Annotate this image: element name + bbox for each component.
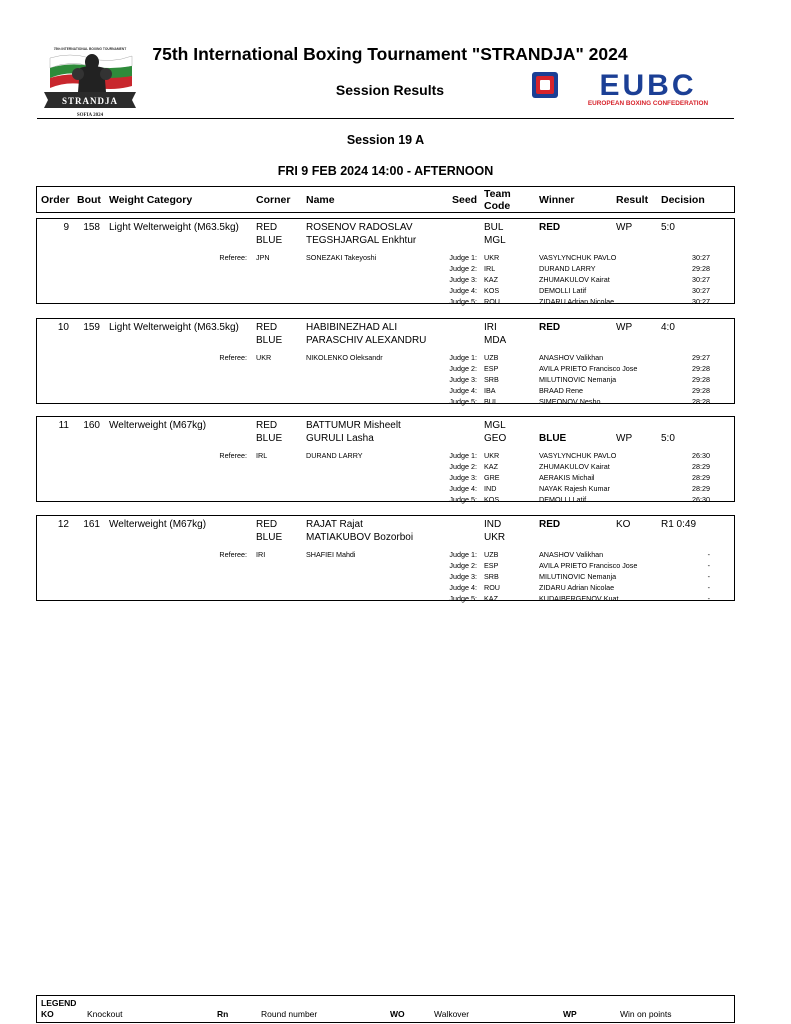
judge-label: Judge 2: [449, 264, 477, 273]
decision-score: 4:0 [661, 322, 675, 333]
judge-country: UZB [484, 353, 499, 362]
judge-name: ZIDARU Adrian Nicolae [539, 297, 615, 306]
judge-name: NAYAK Rajesh Kumar [539, 484, 610, 493]
referee-country: UKR [256, 353, 272, 362]
judge-country: UKR [484, 451, 500, 460]
judge-name: AERAKIS Michail [539, 473, 595, 482]
col-result: Result [616, 194, 649, 206]
judge-label: Judge 3: [449, 375, 477, 384]
judge-name: MILUTINOVIC Nemanja [539, 375, 617, 384]
judge-country: IBA [484, 386, 496, 395]
judge-score: 29:27 [692, 353, 710, 362]
legend-code-rn: Rn [217, 1009, 229, 1019]
bout-number: 160 [83, 420, 100, 431]
referee-country: JPN [256, 253, 270, 262]
judge-label: Judge 3: [449, 275, 477, 284]
col-seed: Seed [452, 194, 478, 206]
judge-name: MILUTINOVIC Nemanja [539, 572, 617, 581]
legend [36, 995, 735, 1023]
blue-boxer-name: GURULI Lasha [306, 433, 374, 444]
judge-name: ZIDARU Adrian Nicolae [539, 583, 615, 592]
judge-country: IND [484, 484, 497, 493]
judge-label: Judge 4: [449, 286, 477, 295]
judge-name: AVILA PRIETO Francisco Jose [539, 364, 638, 373]
weight-category: Light Welterweight (M63.5kg) [109, 222, 239, 233]
bout-row [36, 218, 735, 304]
judge-country: SRB [484, 572, 499, 581]
referee-name: DURAND LARRY [306, 451, 363, 460]
result-code: WP [616, 433, 633, 444]
page-title: 75th International Boxing Tournament "STRANDJA" 2024 [152, 44, 628, 64]
referee-country: IRL [256, 451, 268, 460]
bout-order: 9 [63, 222, 69, 233]
judge-label: Judge 5: [449, 594, 477, 603]
referee-name: NIKOLENKO Oleksandr [306, 353, 383, 362]
column-header [36, 186, 735, 213]
referee-label: Referee: [219, 451, 247, 460]
page-subtitle: Session Results [335, 82, 445, 98]
judge-score: 29:28 [692, 386, 710, 395]
weight-category: Welterweight (M67kg) [109, 519, 207, 530]
judge-label: Judge 3: [449, 473, 477, 482]
judge-score: 30:27 [692, 253, 710, 262]
judge-label: Judge 4: [449, 583, 477, 592]
result-code: WP [616, 222, 633, 233]
weight-category: Light Welterweight (M63.5kg) [109, 322, 239, 333]
judge-country: SRB [484, 375, 499, 384]
red-boxer-name: ROSENOV RADOSLAV [306, 222, 413, 233]
bout-order: 10 [57, 322, 69, 333]
bout-order: 12 [57, 519, 69, 530]
judge-name: ANASHOV Valikhan [539, 550, 604, 559]
judge-country: KAZ [484, 462, 498, 471]
bout-number: 159 [83, 322, 100, 333]
judge-name: BRAAD Rene [539, 386, 583, 395]
winner-corner: RED [539, 322, 561, 333]
judge-label: Judge 1: [449, 451, 477, 460]
judge-score: 30:27 [692, 297, 710, 306]
judge-name: ZHUMAKULOV Kairat [539, 462, 610, 471]
col-name: Name [306, 194, 335, 206]
referee-label: Referee: [219, 550, 247, 559]
legend-meaning-wp: Win on points [620, 1009, 672, 1019]
judge-score: 29:28 [692, 364, 710, 373]
blue-team-code: MDA [484, 335, 507, 346]
result-code: WP [616, 322, 633, 333]
legend-code-ko: KO [41, 1009, 54, 1019]
judge-score: 28:29 [692, 484, 710, 493]
blue-boxer-name: TEGSHJARGAL Enkhtur [306, 235, 417, 246]
legend-code-wp: WP [563, 1009, 577, 1019]
judge-country: GRE [484, 473, 500, 482]
decision-score: 5:0 [661, 222, 675, 233]
referee-name: SHAFIEI Mahdi [306, 550, 356, 559]
judge-country: KOS [484, 286, 500, 295]
judge-label: Judge 4: [449, 484, 477, 493]
winner-corner: BLUE [539, 433, 567, 444]
blue-boxer-name: PARASCHIV ALEXANDRU [306, 335, 427, 346]
judge-score: 29:28 [692, 375, 710, 384]
col-weight-category: Weight Category [109, 194, 193, 206]
judge-country: KAZ [484, 594, 498, 603]
blue-corner-label: BLUE [256, 433, 283, 444]
judge-name: SIMEONOV Nesho [539, 397, 601, 406]
judge-score: 28:28 [692, 397, 710, 406]
judge-name: DEMOLLI Latif [539, 286, 587, 295]
winner-corner: RED [539, 519, 561, 530]
judge-label: Judge 5: [449, 297, 477, 306]
judge-country: UKR [484, 253, 500, 262]
judge-country: ESP [484, 561, 499, 570]
result-code: KO [616, 519, 631, 530]
col-order: Order [41, 194, 70, 206]
red-team-code: IND [484, 519, 502, 530]
blue-corner-label: BLUE [256, 235, 283, 246]
blue-boxer-name: MATIAKUBOV Bozorboi [306, 532, 414, 543]
header-divider [37, 118, 734, 119]
col-corner: Corner [256, 194, 291, 206]
judge-name: AVILA PRIETO Francisco Jose [539, 561, 638, 570]
referee-label: Referee: [219, 253, 247, 262]
eubc-logo-brand: EUBC [599, 69, 697, 102]
judge-name: ZHUMAKULOV Kairat [539, 275, 610, 284]
judge-score: 30:27 [692, 286, 710, 295]
red-team-code: IRI [484, 322, 497, 333]
weight-category: Welterweight (M67kg) [109, 420, 207, 431]
judge-country: ROU [484, 297, 500, 306]
judge-label: Judge 1: [449, 253, 477, 262]
blue-corner-label: BLUE [256, 335, 283, 346]
session-name: Session 19 A [346, 133, 425, 147]
red-boxer-name: BATTUMUR Misheelt [306, 420, 401, 431]
judge-label: Judge 4: [449, 386, 477, 395]
judge-label: Judge 5: [449, 495, 477, 504]
blue-team-code: UKR [484, 532, 506, 543]
judge-score: - [707, 561, 710, 570]
col-winner: Winner [539, 194, 575, 206]
judge-country: ROU [484, 583, 500, 592]
red-corner-label: RED [256, 322, 278, 333]
bout-row [36, 318, 735, 404]
judge-label: Judge 2: [449, 364, 477, 373]
judge-name: DURAND LARRY [539, 264, 596, 273]
judge-label: Judge 2: [449, 462, 477, 471]
referee-label: Referee: [219, 353, 247, 362]
bout-row [36, 416, 735, 502]
judge-name: ANASHOV Valikhan [539, 353, 604, 362]
col-team-line1: Team [484, 188, 511, 200]
col-bout: Bout [77, 194, 101, 206]
judge-name: DEMOLLI Latif [539, 495, 587, 504]
red-boxer-name: HABIBINEZHAD ALI [306, 322, 398, 333]
legend-meaning-rn: Round number [261, 1009, 318, 1019]
judge-country: UZB [484, 550, 499, 559]
strandja-logo-city-text: SOFIA 2024 [76, 113, 104, 118]
col-team-line2: Code [484, 200, 511, 212]
bout-row [36, 515, 735, 601]
bout-number: 158 [83, 222, 100, 233]
eubc-logo-tagline: EUROPEAN BOXING CONFEDERATION [587, 100, 709, 107]
judge-country: BUL [484, 397, 498, 406]
red-boxer-name: RAJAT Rajat [306, 519, 363, 530]
judge-country: KOS [484, 495, 500, 504]
judge-score: - [707, 594, 710, 603]
referee-country: IRI [256, 550, 266, 559]
judge-score: 26:30 [692, 451, 710, 460]
judge-name: VASYLYNCHUK PAVLO [539, 451, 617, 460]
bout-number: 161 [83, 519, 100, 530]
legend-code-wo: WO [390, 1009, 405, 1019]
legend-meaning-ko: Knockout [87, 1009, 123, 1019]
strandja-logo-ring-text: 75th INTERNATIONAL BOXING TOURNAMENT [53, 47, 127, 51]
strandja-logo [40, 44, 140, 118]
judge-country: ESP [484, 364, 499, 373]
judge-label: Judge 5: [449, 397, 477, 406]
red-team-code: BUL [484, 222, 504, 233]
judge-name: VASYLYNCHUK PAVLO [539, 253, 617, 262]
judge-score: 28:29 [692, 473, 710, 482]
eubc-logo [530, 68, 735, 108]
blue-corner-label: BLUE [256, 532, 283, 543]
judge-score: 28:29 [692, 462, 710, 471]
decision-score: 5:0 [661, 433, 675, 444]
blue-team-code: GEO [484, 433, 507, 444]
judge-label: Judge 1: [449, 550, 477, 559]
blue-team-code: MGL [484, 235, 506, 246]
judge-score: 29:28 [692, 264, 710, 273]
judge-name: KUDAIBERGENOV Kuat [539, 594, 619, 603]
red-corner-label: RED [256, 222, 278, 233]
decision-score: R1 0:49 [661, 519, 697, 530]
session-datetime: FRI 9 FEB 2024 14:00 - AFTERNOON [277, 164, 494, 178]
col-decision: Decision [661, 194, 705, 206]
red-corner-label: RED [256, 420, 278, 431]
judge-score: - [707, 572, 710, 581]
red-team-code: MGL [484, 420, 506, 431]
judge-score: - [707, 583, 710, 592]
legend-meaning-wo: Walkover [434, 1009, 470, 1019]
judge-country: IRL [484, 264, 496, 273]
judge-score: 26:30 [692, 495, 710, 504]
strandja-logo-banner-text: STRANDJA [61, 96, 119, 106]
referee-name: SONEZAKI Takeyoshi [306, 253, 377, 262]
legend-title: LEGEND [41, 998, 77, 1008]
bout-order: 11 [58, 420, 69, 431]
judge-country: KAZ [484, 275, 498, 284]
judge-label: Judge 3: [449, 572, 477, 581]
red-corner-label: RED [256, 519, 278, 530]
judge-label: Judge 2: [449, 561, 477, 570]
judge-score: 30:27 [692, 275, 710, 284]
winner-corner: RED [539, 222, 561, 233]
judge-label: Judge 1: [449, 353, 477, 362]
judge-score: - [707, 550, 710, 559]
